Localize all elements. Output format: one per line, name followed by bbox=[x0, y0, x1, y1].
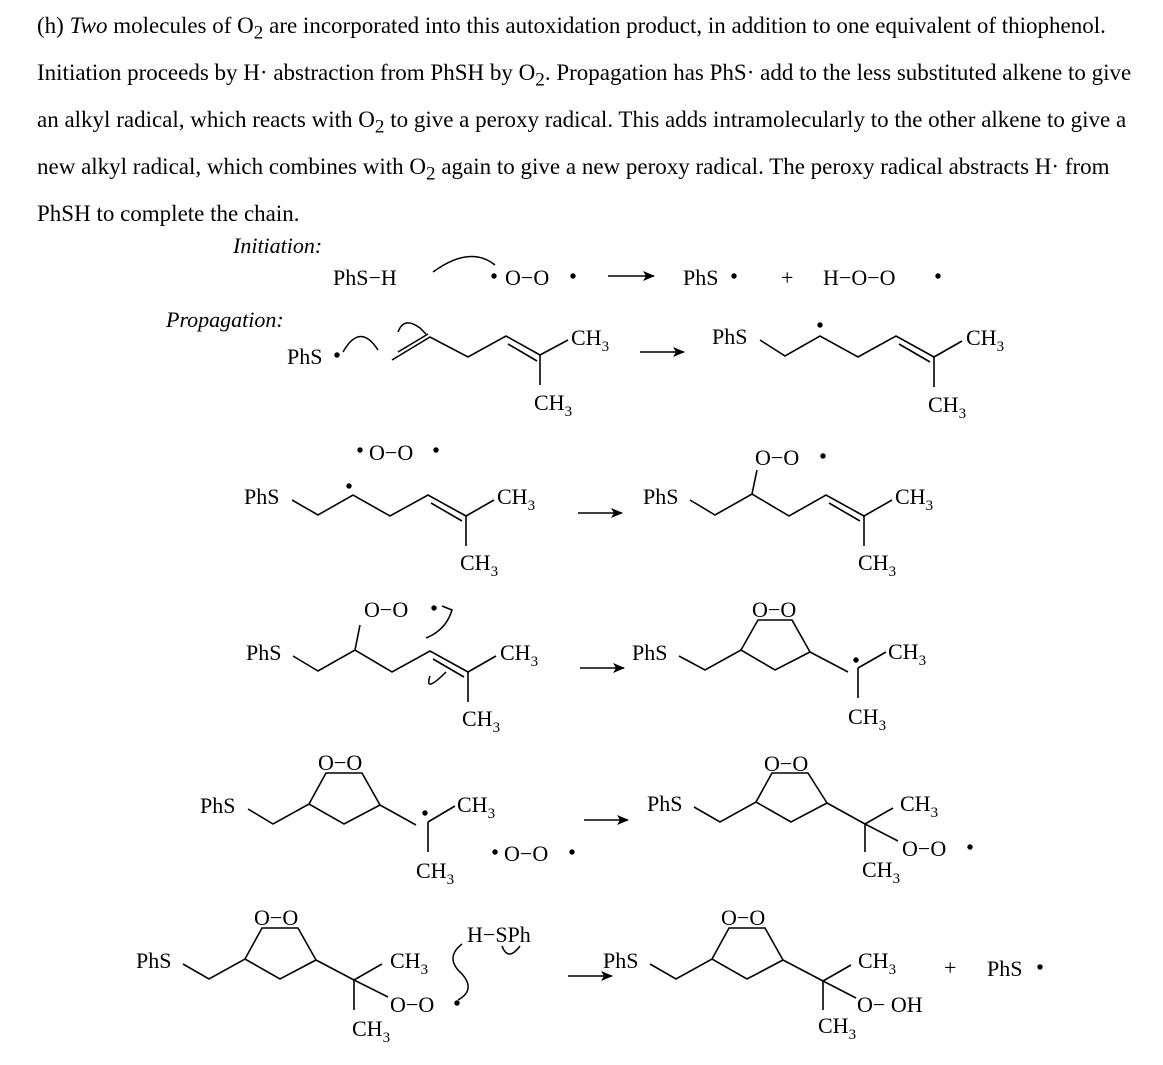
peroxy-skeleton bbox=[690, 494, 864, 516]
radical-dot bbox=[422, 810, 427, 815]
intro-part: again to give a new peroxy radical. The peroxy radical abstracts H· from PhSH to complete the chain. bbox=[37, 154, 1110, 227]
propagation-label: Propagation: bbox=[166, 307, 284, 332]
radical-dot bbox=[817, 322, 822, 327]
alkyl-skeleton bbox=[292, 495, 466, 516]
ring-oxygen-label: O−O bbox=[254, 905, 299, 930]
methyl-bond bbox=[865, 808, 893, 824]
methyl-bond bbox=[858, 652, 886, 668]
ring-skeleton bbox=[183, 959, 316, 979]
methyl-bond bbox=[540, 340, 568, 355]
radical-dot bbox=[731, 273, 736, 278]
dioxygen-label: O−O bbox=[504, 841, 549, 866]
curly-arrow bbox=[398, 323, 426, 334]
curly-arrow bbox=[502, 946, 520, 954]
dioxygen-label: O−O bbox=[369, 440, 414, 465]
phs-label: PhS bbox=[643, 484, 679, 509]
radical-dot bbox=[820, 453, 825, 458]
chain-bond bbox=[316, 960, 354, 980]
methyl-label: $CH_3$ bbox=[928, 392, 967, 422]
phsh-label: PhS−H bbox=[333, 265, 397, 290]
radical-dot bbox=[569, 849, 574, 854]
peroxy-skeleton bbox=[293, 650, 468, 672]
diene-skeleton bbox=[392, 336, 540, 360]
methyl-label: $CH_3$ bbox=[571, 325, 610, 355]
radical-dot bbox=[935, 273, 940, 278]
ring-skeleton bbox=[679, 650, 810, 670]
peroxy-bond bbox=[354, 980, 388, 997]
methyl-label: $CH_3$ bbox=[390, 948, 429, 978]
propagation-step-3 bbox=[246, 597, 926, 736]
phs-label: PhS bbox=[712, 324, 748, 349]
phs-label: PhS bbox=[244, 484, 280, 509]
dioxolane-ring bbox=[245, 928, 316, 960]
chain-bond bbox=[810, 652, 848, 672]
intro-part: molecules of O bbox=[107, 13, 254, 38]
peroxy-label: O−O bbox=[390, 992, 435, 1017]
peroxy-label: O−O bbox=[755, 445, 800, 470]
methyl-label: $CH_3$ bbox=[500, 640, 539, 670]
chain-bond bbox=[827, 803, 865, 824]
radical-dot bbox=[492, 849, 497, 854]
radical-dot bbox=[433, 447, 438, 452]
intro-part: (h) bbox=[37, 13, 70, 38]
radical-dot bbox=[357, 447, 362, 452]
curly-arrow bbox=[453, 944, 468, 1000]
curly-arrow bbox=[343, 336, 378, 352]
plus-sign: + bbox=[781, 265, 794, 290]
initiation-step bbox=[333, 256, 941, 290]
ring-oxygen-label: O−O bbox=[752, 597, 797, 622]
dioxolane-ring bbox=[756, 773, 827, 803]
methyl-bond bbox=[428, 806, 455, 822]
methyl-bond bbox=[823, 965, 851, 981]
hydroperoxide-label: O− OH bbox=[857, 992, 923, 1017]
product-skeleton bbox=[760, 336, 934, 357]
methyl-label: $CH_3$ bbox=[858, 550, 897, 580]
ring-skeleton bbox=[650, 959, 783, 979]
radical-dot bbox=[491, 273, 496, 278]
radical-dot bbox=[967, 844, 972, 849]
curly-arrow bbox=[429, 672, 446, 684]
methyl-label: $CH_3$ bbox=[848, 704, 887, 734]
dioxolane-ring bbox=[741, 620, 810, 652]
peroxy-label: O−O bbox=[364, 597, 409, 622]
intro-subscript: 2 bbox=[253, 22, 264, 44]
methyl-label: $CH_3$ bbox=[818, 1013, 857, 1043]
phs-label: PhS bbox=[136, 948, 172, 973]
methyl-label: $CH_3$ bbox=[534, 390, 573, 420]
methyl-label: $CH_3$ bbox=[888, 639, 927, 669]
ring-skeleton bbox=[248, 804, 380, 824]
curly-arrow bbox=[433, 256, 495, 272]
peroxy-label: O−O bbox=[902, 836, 947, 861]
chain-bond bbox=[380, 805, 416, 825]
intro-subscript: 2 bbox=[535, 69, 545, 91]
methyl-bond bbox=[468, 656, 496, 672]
methyl-label: $CH_3$ bbox=[352, 1016, 391, 1046]
phs-radical-label: PhS bbox=[287, 344, 323, 369]
methyl-label: $CH_3$ bbox=[462, 706, 501, 736]
methyl-bond bbox=[934, 341, 962, 357]
phs-radical-label: PhS bbox=[683, 265, 719, 290]
propagation-step-5 bbox=[136, 905, 1043, 1046]
chain-bond bbox=[783, 960, 823, 981]
methyl-bond bbox=[864, 500, 892, 516]
phs-label: PhS bbox=[647, 791, 683, 816]
thiophenol-label: H−SPh bbox=[467, 922, 531, 947]
intro-emphasis: Two bbox=[69, 13, 108, 38]
phs-label: PhS bbox=[632, 640, 668, 665]
ring-oxygen-label: O−O bbox=[318, 750, 363, 775]
initiation-label: Initiation: bbox=[233, 233, 323, 258]
propagation-step-4 bbox=[200, 750, 973, 888]
radical-dot bbox=[1037, 964, 1042, 969]
radical-dot bbox=[853, 657, 858, 662]
methyl-label: $CH_3$ bbox=[862, 857, 901, 887]
hydroperoxy-bond bbox=[823, 981, 856, 998]
curly-arrow bbox=[426, 606, 452, 638]
intro-subscript: 2 bbox=[374, 116, 385, 138]
ring-oxygen-label: O−O bbox=[764, 751, 809, 776]
methyl-label: $CH_3$ bbox=[895, 484, 934, 514]
radical-dot bbox=[334, 352, 339, 357]
dioxolane-ring bbox=[712, 928, 783, 960]
methyl-label: $CH_3$ bbox=[460, 550, 499, 580]
methyl-label: $CH_3$ bbox=[858, 948, 897, 978]
radical-dot bbox=[454, 1000, 459, 1005]
propagation-step-2 bbox=[244, 440, 933, 580]
radical-dot bbox=[570, 273, 575, 278]
dioxolane-ring bbox=[309, 773, 380, 805]
peroxy-bond bbox=[752, 470, 757, 494]
phs-label: PhS bbox=[246, 640, 282, 665]
peroxy-bond bbox=[355, 625, 360, 650]
methyl-label: $CH_3$ bbox=[457, 792, 496, 822]
intro-part: are incorporated into this autoxidation product, in addition to one equivalent of thiophenol. Initiation proceeds by H· abstraction from PhSH by O bbox=[37, 13, 1106, 86]
double-bond bbox=[508, 344, 537, 361]
methyl-label: $CH_3$ bbox=[900, 791, 939, 821]
phs-label: PhS bbox=[200, 793, 236, 818]
dioxygen-label: O−O bbox=[505, 265, 550, 290]
plus-sign: + bbox=[944, 955, 957, 980]
methyl-label: $CH_3$ bbox=[416, 858, 455, 888]
phs-radical-label: PhS bbox=[987, 956, 1023, 981]
ring-oxygen-label: O−O bbox=[721, 905, 766, 930]
methyl-bond bbox=[466, 500, 494, 516]
ring-skeleton bbox=[694, 802, 827, 822]
intro-subscript: 2 bbox=[425, 163, 436, 185]
hydroperoxyl-label: H−O−O bbox=[823, 265, 896, 290]
phs-label: PhS bbox=[603, 948, 639, 973]
peroxy-bond bbox=[865, 824, 898, 841]
intro-part: to give a peroxy radical. This adds intramolecularly to the other alkene to give a new alkyl radical, which combines with O bbox=[37, 107, 1127, 180]
intro-part: . Propagation has PhS· add to the less substituted alkene to give an alkyl radical, which reacts with O bbox=[37, 60, 1132, 133]
double-bond bbox=[398, 334, 428, 352]
methyl-label: $CH_3$ bbox=[966, 325, 1005, 355]
radical-dot bbox=[346, 483, 351, 488]
propagation-step-1 bbox=[287, 322, 1004, 422]
methyl-bond bbox=[354, 964, 382, 980]
methyl-label: $CH_3$ bbox=[497, 484, 536, 514]
radical-dot bbox=[431, 605, 436, 610]
